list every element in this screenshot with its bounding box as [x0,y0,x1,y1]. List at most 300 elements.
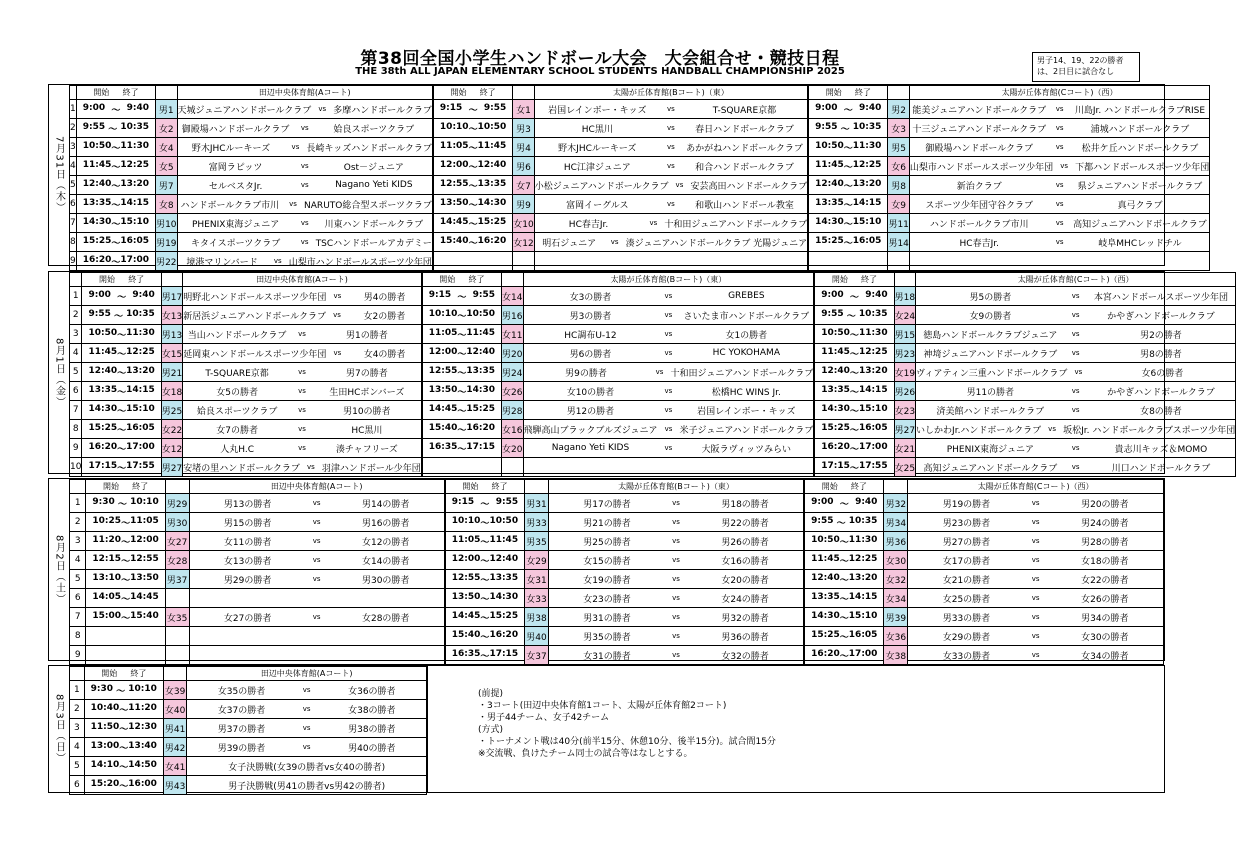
tilde: ～ [843,238,853,249]
match-time [804,570,884,589]
tilde: ～ [839,632,849,643]
row-number: 4 [70,551,86,570]
match-code: 女6 [888,157,909,176]
match-code: 男34 [884,513,908,532]
team-a: ハンドボールクラブ市川 [180,200,280,211]
header-court-c: 太陽が丘体育館(Cコート)（西） [908,480,1164,494]
match-teams [548,589,804,608]
match-code: 男3 [513,119,534,138]
end-time: 16:05 [848,629,878,640]
match-code: 男32 [884,494,908,513]
match-teams [189,551,445,570]
match-code: 女5 [156,157,177,176]
team-a: 山梨市ハンドボールスポーツ少年団 [909,162,1054,173]
start-time: 13:50 [439,197,469,208]
match-teams [183,306,422,325]
vs-label: vs [1071,311,1080,319]
table-row [70,233,1210,252]
team-b: 男26の勝者 [721,537,769,548]
end-time: 11:20 [128,702,157,713]
header-end: 終了 [468,275,485,284]
match-time [804,532,884,551]
end-time: 14:15 [120,197,150,208]
end-time: 9:55 [495,496,519,507]
row-number: 6 [70,589,86,608]
end-time: 10:35 [120,121,150,132]
team-a: HC黒川 [581,124,613,135]
team-b: Ost－ジュニア [343,162,404,173]
match-time [804,589,884,608]
header-time [86,480,165,494]
tilde: ～ [839,594,849,605]
row-number: 1 [70,494,86,513]
end-time: 17:00 [858,441,888,452]
match-time [445,608,525,627]
team-b: 女8の勝者 [1140,406,1182,417]
end-time: 11:30 [848,534,878,545]
team-b: 男38の勝者 [348,724,396,735]
tilde: ～ [111,162,121,173]
match-time [445,589,525,608]
team-b: 男8の勝者 [1140,349,1182,360]
start-time: 14:30 [88,403,118,414]
match-code: 女19 [894,363,915,382]
vs-label: vs [333,292,342,300]
vs-label: vs [1055,124,1064,132]
start-time: 14:30 [811,610,840,621]
team-b: NARUTO総合型スポーツクラブ [304,200,432,211]
match-code: 男24 [502,363,523,382]
match-time [86,608,165,627]
end-time: 14:15 [126,384,155,395]
start-time: 14:45 [428,403,458,414]
team-a: いしかわJr.ハンドボールクラブ [916,425,1042,436]
header-time [82,273,161,287]
match-code [502,458,523,477]
match-time [814,382,894,401]
team-a: PHENIX東海ジュニア [191,219,280,230]
row-number: 4 [70,157,77,176]
team-b: 女34の勝者 [1081,651,1129,662]
header-time [433,86,513,100]
start-time: 16:20 [811,648,840,659]
match-time [82,458,161,477]
table-row [70,420,1236,439]
table-row [70,589,1164,608]
match-teams [548,646,804,665]
team-a: セルベスタJr. [208,181,263,192]
tilde: ～ [121,613,131,624]
tilde: ～ [468,105,478,116]
start-time: 15:25 [821,422,850,433]
team-b: 松井ケ丘ハンドボールクラブ [1081,143,1199,154]
table-row [70,100,1210,119]
end-time: 13:40 [128,740,157,751]
start-time: 16:35 [451,648,481,659]
day-block-4 [48,665,428,793]
match-code [165,627,189,646]
tilde: ～ [849,387,859,398]
match-teams [534,119,808,138]
match-time [82,325,161,344]
vs-label: vs [672,499,680,507]
match-code: 男28 [502,401,523,420]
team-b: 川東ハンドボールクラブ [324,219,424,230]
start-time: 10:25 [92,515,122,526]
start-time: 9:00 [88,289,111,300]
schedule-table [69,272,1236,477]
vs-label: vs [672,518,680,526]
team-a: 能美ジュニアハンドボールクラブ [912,105,1047,116]
match-time [84,700,163,719]
vs-label: vs [610,238,619,246]
team-b: 山梨市ハンドボールスポーツ少年団 [288,257,432,268]
tilde: ～ [836,518,846,529]
match-code: 女12 [513,233,534,252]
start-time: 10:50 [811,534,840,545]
start-time: 12:40 [811,572,840,583]
header-start: 開始 [825,88,842,97]
tilde: ～ [111,219,121,230]
match-code: 男31 [525,494,549,513]
match-teams [909,157,1209,176]
table-row [70,494,1164,513]
end-time: 14:30 [489,591,519,602]
match-time [76,233,155,252]
match-teams [908,532,1164,551]
table-row [70,439,1236,458]
end-time: 15:10 [848,610,878,621]
row-number: 9 [70,646,86,665]
team-b: 川口ハンドボールクラブ [1111,463,1211,474]
header-end: 終了 [132,482,149,491]
table-row [70,363,1236,382]
team-b: 女20の勝者 [721,575,769,586]
vs-label: vs [273,257,282,265]
vs-label: vs [664,387,673,395]
team-a: 済美館ハンドボールクラブ [936,406,1045,417]
end-time: 10:35 [848,515,878,526]
start-time: 10:40 [90,702,120,713]
team-a: HC江津ジュニア [563,162,631,173]
start-time: 12:00 [451,553,481,564]
end-time: 14:15 [858,384,888,395]
header-time [804,480,884,494]
vs-label: vs [302,686,311,694]
end-time: 15:25 [477,216,507,227]
vs-label: vs [1071,387,1080,395]
start-time: 12:40 [821,365,850,376]
match-code: 女26 [502,382,523,401]
team-b: 女38の勝者 [348,705,396,716]
page-title: 第38回全国小学生ハンドボール大会 大会組合せ・競技日程 [360,49,840,69]
match-teams [189,589,445,608]
end-time: 14:15 [852,197,882,208]
match-code: 男23 [894,344,915,363]
vs-label: vs [1031,613,1040,621]
start-time: 14:30 [815,216,844,227]
start-time: 13:35 [811,591,840,602]
tilde: ～ [108,124,118,135]
header-end: 終了 [850,482,867,491]
match-time [82,363,161,382]
match-time [76,176,155,195]
row-number: 1 [70,100,77,119]
start-time: 15:25 [811,629,840,640]
match-time [808,252,888,271]
team-a: 男9の勝者 [565,368,607,379]
start-time: 14:10 [90,759,120,770]
match-teams [523,287,814,306]
tilde: ～ [468,200,478,211]
tilde: ～ [457,368,467,379]
tilde: ～ [480,613,490,624]
team-a: 女17の勝者 [942,556,991,567]
vs-label: vs [298,387,306,395]
match-teams [909,252,1209,271]
match-time [422,325,502,344]
match-time [76,252,155,271]
tilde: ～ [480,499,490,510]
match-teams [189,513,445,532]
header-code [884,480,908,494]
team-a: 女13の勝者 [223,556,272,567]
row-number: 3 [70,532,86,551]
header-time [814,273,894,287]
row-number: 10 [70,458,82,477]
tilde: ～ [111,238,121,249]
start-time: 11:45 [88,346,118,357]
team-b: 長崎キッズハンドボールクラブ [306,143,432,154]
team-b: 男7の勝者 [345,368,388,379]
match-time [808,214,888,233]
team-a: HC春吉Jr. [568,219,609,230]
match-code: 男8 [888,176,909,195]
header-start: 開始 [99,275,116,284]
header-time [445,480,525,494]
match-code: 男21 [161,363,182,382]
match-teams [548,570,804,589]
header-end: 終了 [854,88,871,97]
match-teams [534,233,808,252]
team-b: 男30の勝者 [361,575,410,586]
team-b: かやぎハンドボールクラブ [1107,311,1215,322]
table-row [70,214,1210,233]
match-time [433,214,513,233]
table-row [70,344,1236,363]
match-time [84,738,163,757]
vs-label: vs [664,330,673,338]
team-a: 女15の勝者 [583,556,631,567]
start-time: 11:45 [815,159,844,170]
end-time: 12:30 [128,721,157,732]
match-code: 男33 [525,513,549,532]
header-court-c: 太陽が丘体育館(Cコート)（西） [916,273,1236,287]
vs-label: vs [1031,632,1040,640]
end-time: 13:20 [848,572,878,583]
match-code: 男18 [894,287,915,306]
vs-label: vs [298,406,306,414]
team-b: 生田HCボンバーズ [329,387,405,398]
match-code: 男15 [894,325,915,344]
row-number: 8 [70,420,82,439]
vs-label: vs [667,124,675,132]
team-b: 岐阜MHCレッドチル [1098,238,1182,249]
vs-label: vs [655,368,664,376]
vs-label: vs [1031,556,1040,564]
match-teams [548,627,804,646]
team-a: T-SQUARE京都 [205,368,269,379]
end-time: 17:15 [489,648,519,659]
team-a: 野木JHCルーキーズ [191,143,271,154]
header-start: 開始 [101,669,118,678]
start-time: 9:55 [821,308,844,319]
vs-label: vs [1071,406,1080,414]
row-number: 9 [70,252,77,271]
team-b: 男16の勝者 [361,518,410,529]
match-teams [183,401,422,420]
match-time [84,719,163,738]
start-time: 16:20 [88,441,118,452]
match-teams [908,646,1164,665]
vs-label: vs [300,238,309,246]
start-time: 10:10 [428,308,458,319]
team-a: PHENIX東海ジュニア [946,444,1034,455]
match-teams [916,458,1236,477]
team-b: 女26の勝者 [1081,594,1129,605]
start-time: 12:00 [439,159,469,170]
team-b: 湊チャフリーズ [335,444,398,455]
end-time: 13:35 [489,572,519,583]
team-a: 女7の勝者 [216,425,258,436]
team-a: 女23の勝者 [583,594,631,605]
header-court-c: 太陽が丘体育館(Cコート)（西） [909,86,1209,100]
start-time: 15:25 [82,235,112,246]
match-code: 男1 [156,100,177,119]
team-a: 高知ジュニアハンドボールクラブ [923,463,1058,474]
team-a: 岩国レインボー・キッズ [548,105,647,116]
end-time: 15:10 [858,403,888,414]
tilde: ～ [839,537,849,548]
end-time: 12:25 [848,553,878,564]
match-teams [534,195,808,214]
header-court-b: 太陽が丘体育館(Bコート)（東） [534,86,808,100]
match-code: 男27 [894,420,915,439]
vs-label: vs [333,349,342,357]
vs-label: vs [672,575,680,583]
match-time [422,344,502,363]
header-court-a: 田辺中央体育館(Aコート) [183,273,422,287]
tilde: ～ [840,124,850,135]
team-a: 男17の勝者 [583,499,631,510]
start-time: 13:10 [92,572,122,583]
team-b: 男40の勝者 [348,743,396,754]
team-b: 男34の勝者 [1081,613,1129,624]
start-time: 10:50 [821,327,850,338]
tilde: ～ [113,311,123,322]
match-code: 女15 [161,344,182,363]
tilde: ～ [457,330,467,341]
match-teams [916,363,1236,382]
match-time [433,195,513,214]
row-number: 7 [70,214,77,233]
end-time: 10:35 [126,308,155,319]
team-a: 境港マリンバード [186,257,258,268]
header-time [84,667,163,681]
end-time: 11:30 [120,140,150,151]
tilde: ～ [849,463,859,474]
day-label [49,272,70,473]
vs-label: vs [298,444,306,452]
match-code: 女23 [894,401,915,420]
tilde: ～ [117,463,127,474]
vs-label: vs [300,124,309,132]
vs-label: vs [298,330,306,338]
start-time: 12:55 [439,178,469,189]
match-teams [523,401,814,420]
table-row [70,176,1210,195]
vs-label: vs [1071,349,1080,357]
tilde: ～ [457,444,467,455]
match-code: 女3 [888,119,909,138]
match-teams [523,382,814,401]
team-a: 延岡東ハンドボールスポーツ少年団 [183,349,327,360]
header-time [422,273,502,287]
match-teams [916,325,1236,344]
tilde: ～ [119,724,129,735]
match-teams [548,494,804,513]
team-b: 高知ジュニアハンドボールクラブ [1073,219,1207,230]
note-box: 男子14、19、22の勝者は、2日目に試合なし [1032,52,1140,82]
match-teams [523,325,814,344]
start-time: 13:35 [815,197,844,208]
table-row [70,700,427,719]
table-row [70,776,427,795]
vs-label: vs [312,499,321,507]
table-row [70,757,427,776]
start-time: 12:40 [82,178,112,189]
match-teams [908,494,1164,513]
match-time [804,646,884,665]
match-teams [523,439,814,458]
tilde: ～ [117,387,127,398]
team-a: 女33の勝者 [942,651,991,662]
start-time: 15:20 [90,778,120,789]
table-row [70,325,1236,344]
header-end: 終了 [122,88,139,97]
start-time: 10:10 [439,121,469,132]
match-time [82,420,161,439]
vs-label: vs [1031,518,1040,526]
end-time: 16:00 [128,778,157,789]
vs-label: vs [1071,444,1080,452]
vs-label: vs [649,219,658,227]
match-time [808,176,888,195]
tilde: ～ [849,330,859,341]
team-a: 男11の勝者 [966,387,1015,398]
match-teams [916,344,1236,363]
end-time: 9:40 [855,496,878,507]
match-time [86,627,165,646]
match-time [814,420,894,439]
note-line: (前提) [478,689,504,699]
match-time [86,589,165,608]
team-a: 女10の勝者 [566,387,615,398]
team-b: 女30の勝者 [1081,632,1129,643]
tilde: ～ [117,444,127,455]
match-time [76,100,155,119]
match-code: 男25 [161,401,182,420]
